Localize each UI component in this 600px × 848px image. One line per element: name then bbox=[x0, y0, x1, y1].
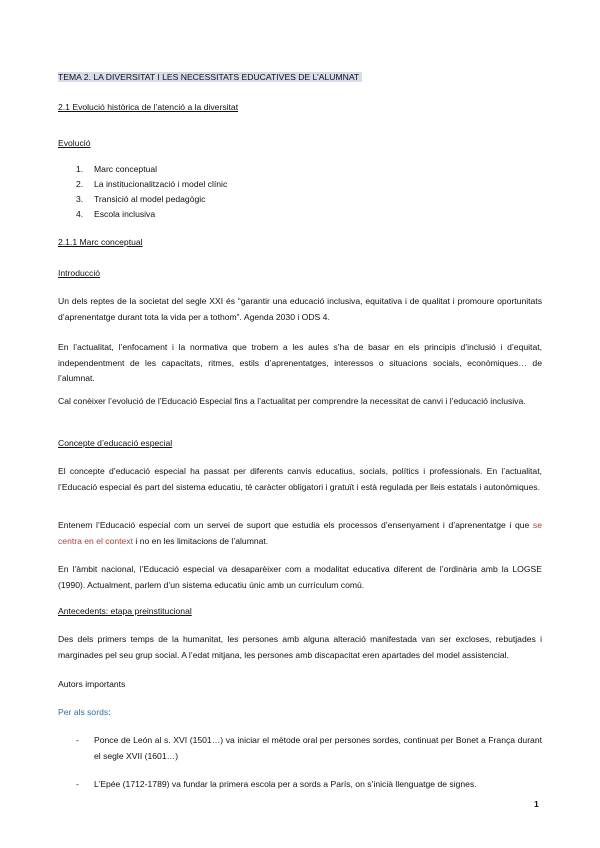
bullet-dash: - bbox=[76, 735, 79, 745]
list-item: Transició al model pedagògic bbox=[94, 194, 206, 204]
intro-paragraph-2: En l’actualitat, l’enfocament i la normativa que trobem a les aules s’ha de basar en els principis d’inclusió i d’equitat, independentment de les capacitats, ritmes, estils d’aprenentatges, interessos o situacions socials, econòmiques… de l’alumnat. bbox=[58, 342, 542, 383]
antecedents-paragraph: Des dels primers temps de la humanitat, les persones amb alguna alteració manifestada van ser excloses, rebutjades i marginades pel seu grup social. A l’edat mitjana, les persones amb discapacitat eren apartades del model assistencial. bbox=[58, 634, 542, 660]
concepte-paragraph-3: En l’àmbit nacional, l’Educació especial va desaparèixer com a modalitat educativa diferent de l’ordinària amb la LOGSE (1990). Actualment, parlem d’un sistema educatiu únic amb un currículum comú. bbox=[58, 564, 542, 590]
concepte-paragraph-2-end: i no en les limitacions de l’alumnat. bbox=[133, 535, 269, 546]
title-text: TEMA 2. LA DIVERSITAT I LES NECESSITATS EDUCATIVES DE L’ALUMNAT bbox=[58, 72, 362, 82]
highlighted-phrase: se centra en el context bbox=[58, 520, 542, 546]
list-item-number: 1. bbox=[76, 164, 84, 174]
concepte-paragraph-2-start: Entenem l’Educació especial com un servei de suport que estudia els processos d’ensenyament i d’aprenentatge i que bbox=[58, 520, 533, 530]
list-item-number: 4. bbox=[76, 209, 84, 219]
list-item-number: 2. bbox=[76, 179, 84, 189]
list-item: La institucionalització i model clínic bbox=[94, 179, 228, 189]
introduccio-heading: Introducció bbox=[58, 268, 101, 278]
concepte-paragraph-2 bbox=[58, 518, 542, 549]
list-item-number: 3. bbox=[76, 194, 84, 204]
sords-label-colon: : bbox=[108, 707, 111, 717]
list-item: Ponce de León al s. XVI (1501…) va iniciar el mètode oral per persones sordes, continuat per Bonet a França durant el segle XVII (1601…) bbox=[94, 735, 542, 761]
concepte-paragraph-1: El concepte d’educació especial ha passat per diferents canvis educatius, socials, polítics i professionals. En l’actualitat, l’Educació especial és part del sistema educatiu, té caràcter obligatori i gratuït i està regulada per lleis estatals i autonòmiques. bbox=[58, 466, 542, 492]
intro-paragraph-3: Cal conèixer l’evolució de l’Educació Especial fins a l’actualitat per comprendre la necessitat de canvi i l’educació inclusiva. bbox=[58, 396, 526, 406]
sords-label-text: Per als sords bbox=[58, 707, 109, 717]
evolucio-heading: Evolució bbox=[58, 138, 91, 148]
autors-heading: Autors importants bbox=[58, 679, 126, 689]
sords-label bbox=[58, 705, 111, 720]
list-item: L’Epée (1712-1789) va fundar la primera escola per a sords a París, on s’inicià llenguatge de signes. bbox=[94, 779, 477, 789]
page-number: 1 bbox=[534, 799, 539, 809]
list-item: Marc conceptual bbox=[94, 164, 158, 174]
document-title bbox=[58, 70, 362, 85]
concepte-heading: Concepte d’educació especial bbox=[58, 438, 173, 448]
list-item: Escola inclusiva bbox=[94, 209, 156, 219]
intro-paragraph-1: Un dels reptes de la societat del segle XXI és “garantir una educació inclusiva, equitativa i de qualitat i promoure oportunitats d’aprenentatge durant tota la vida per a tothom”. Agenda 2030 i ODS 4. bbox=[58, 296, 542, 322]
section-2-1-heading: 2.1 Evolució històrica de l’atenció a la diversitat bbox=[58, 102, 239, 112]
bullet-dash: - bbox=[76, 779, 79, 789]
antecedents-heading: Antecedents: etapa preinstitucional bbox=[58, 606, 192, 616]
section-2-1-1-heading: 2.1.1 Marc conceptual bbox=[58, 237, 143, 247]
